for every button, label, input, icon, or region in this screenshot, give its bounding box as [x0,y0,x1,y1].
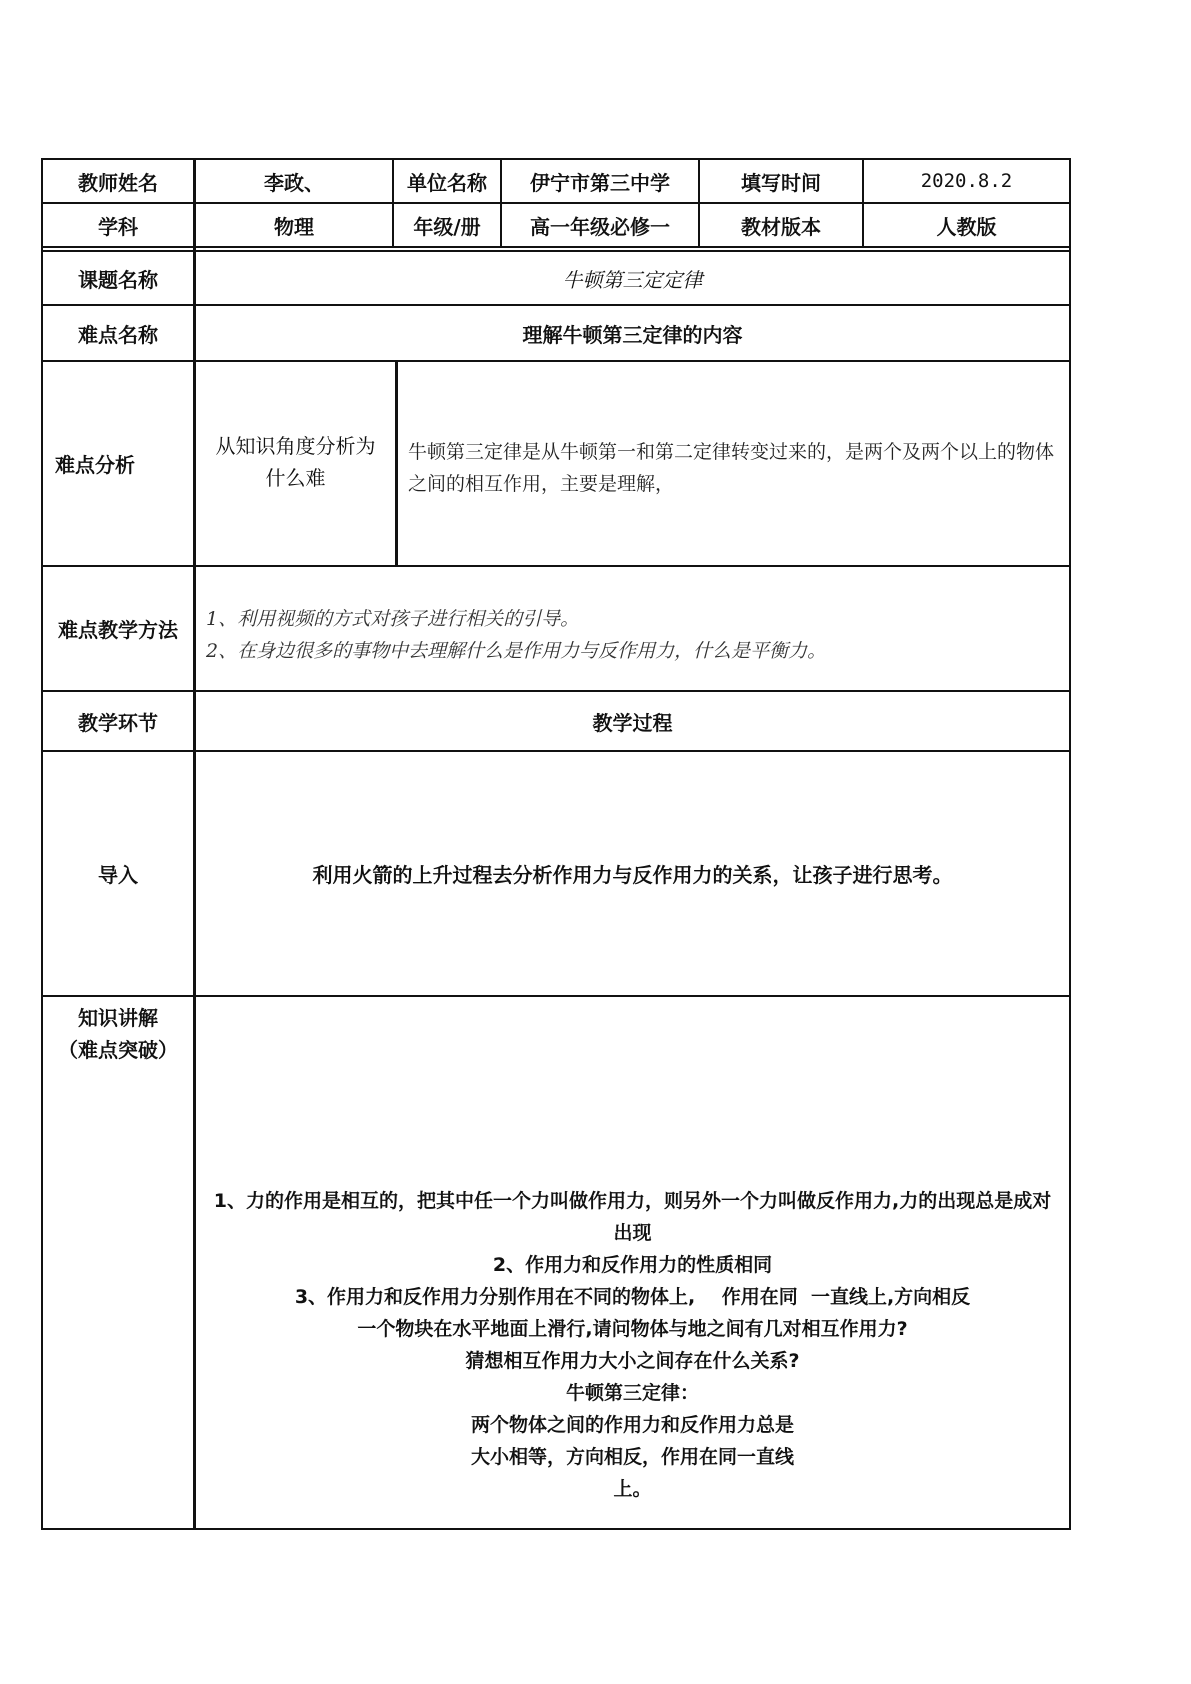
analysis-label: 难点分析 [55,453,135,477]
knowledge-line: 两个物体之间的作用力和反作用力总是 [470,1414,794,1436]
grid-line [1069,158,1071,1530]
textbook-value: 人教版 [936,214,997,239]
teacher-name-label: 教师姓名 [78,170,158,195]
unit-name-value: 伊宁市第三中学 [530,170,670,195]
knowledge-content [196,1185,1069,1505]
intro-label: 导入 [98,863,138,887]
analysis-text [408,436,1068,500]
process-step-label: 教学环节 [78,710,158,735]
analysis-text-line: 牛顿第三定律是从牛顿第一和第二定律转变过来的，是两个及两个以上的物体 [408,441,1055,463]
method-label: 难点教学方法 [58,618,178,642]
knowledge-line: 出现 [613,1222,652,1244]
difficulty-value: 理解牛顿第三定律的内容 [522,322,743,347]
knowledge-label-line: （难点突破） [58,1038,178,1062]
fill-time-label: 填写时间 [741,170,821,195]
analysis-sublabel-line: 什么难 [265,466,326,490]
knowledge-line: 3、作用力和反作用力分别作用在不同的物体上, 作用在同 一直线上,方向相反 [294,1286,971,1308]
method-line: 2、在身边很多的事物中去理解什么是作用力与反作用力，什么是平衡力。 [206,640,827,662]
knowledge-line: 2、作用力和反作用力的性质相同 [492,1254,773,1276]
knowledge-label [43,1002,193,1066]
knowledge-line: 一个物块在水平地面上滑行,请问物体与地之间有几对相互作用力? [357,1318,908,1340]
knowledge-line: 上。 [613,1478,652,1500]
fill-time-value: 2020.8.2 [920,170,1013,192]
topic-value: 牛顿第三定定律 [562,267,703,292]
textbook-label: 教材版本 [741,214,821,239]
unit-name-label: 单位名称 [407,170,487,195]
analysis-sublabel [196,430,395,494]
knowledge-line: 猜想相互作用力大小之间存在什么关系? [465,1350,800,1372]
grid-line [395,360,398,567]
subject-label: 学科 [98,214,138,239]
knowledge-line: 大小相等，方向相反，作用在同一直线 [470,1446,794,1468]
knowledge-label-line: 知识讲解 [78,1006,158,1030]
grade-label: 年级/册 [413,214,481,239]
knowledge-line: 牛顿第三定律： [565,1382,699,1404]
topic-label: 课题名称 [78,267,158,292]
teacher-name-value: 李政、 [264,170,324,195]
intro-value: 利用火箭的上升过程去分析作用力与反作用力的关系，让孩子进行思考。 [312,863,953,887]
knowledge-line: 1、力的作用是相互的，把其中任一个力叫做作用力，则另外一个力叫做反作用力,力的出现总是成对 [213,1190,1052,1212]
method-text [206,603,1066,667]
difficulty-label: 难点名称 [78,322,158,347]
grade-value: 高一年级必修一 [530,214,670,239]
method-line: 1、利用视频的方式对孩子进行相关的引导。 [206,608,580,630]
subject-value: 物理 [274,214,314,239]
process-header-value: 教学过程 [592,710,673,735]
analysis-sublabel-line: 从知识角度分析为 [215,434,376,458]
analysis-text-line: 之间的相互作用，主要是理解， [408,473,675,495]
